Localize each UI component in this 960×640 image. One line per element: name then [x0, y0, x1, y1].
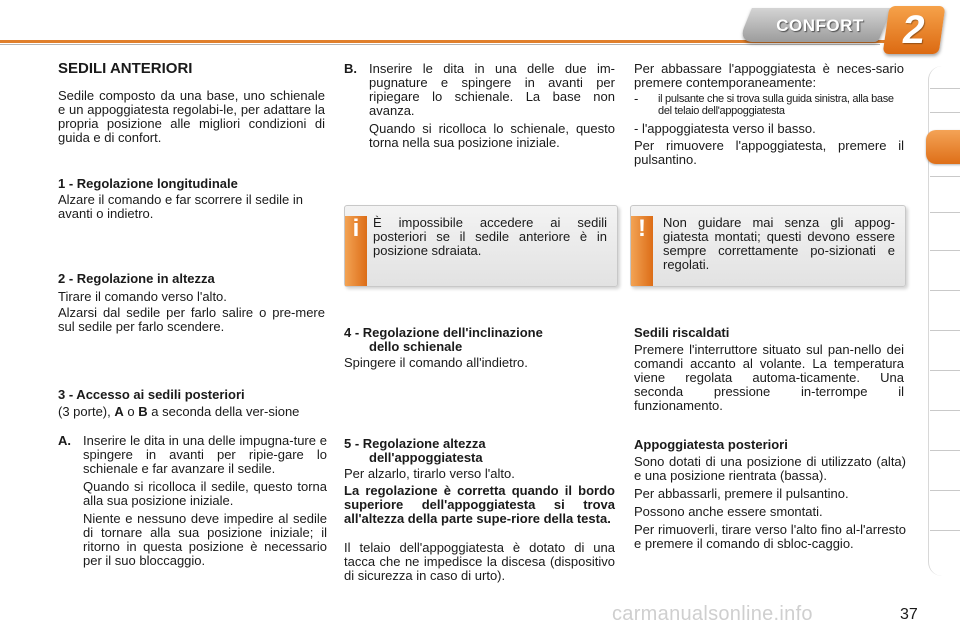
item5-text: Per alzarlo, tirarlo verso l'alto.	[344, 466, 515, 481]
rear-p4: Per rimuoverli, tirare verso l'alto fino al-l'arresto e premere il comando di sbloc-caggio.	[634, 522, 906, 551]
chapter-title: CONFORT	[776, 16, 864, 35]
chapter-tab-marker	[930, 370, 960, 371]
step-a-label: A.	[58, 433, 71, 448]
warning-callout-text: Non guidare mai senza gli appog-giatesta montati; questi devono essere sempre correttamente po-sizionati e regolati.	[663, 215, 895, 272]
bullet2: - l'appoggiatesta verso il basso.	[634, 121, 816, 136]
chapter-tab-marker	[930, 290, 960, 291]
step-b	[344, 62, 615, 150]
chapter-tab-marker	[930, 330, 960, 331]
warning-icon: !	[638, 215, 646, 242]
step-b-label: B.	[344, 61, 357, 76]
rear-p3: Possono anche essere smontati.	[634, 504, 823, 519]
item3-title: 3 - Accesso ai sedili posteriori	[58, 387, 245, 402]
bullet1-dash: -	[634, 91, 639, 106]
info-icon-bar	[345, 216, 367, 286]
remove-text: Per rimuovere l'appoggiatesta, premere il pulsantino.	[634, 138, 904, 167]
item5-title-line2: dell'appoggiatesta	[369, 450, 483, 465]
watermark: carmanualsonline.info	[612, 603, 813, 625]
info-icon: i	[352, 215, 360, 242]
chapter-tab-marker	[930, 250, 960, 251]
item5-text2: Il telaio dell'appoggiatesta è dotato di una tacca che ne impedisce la discesa (dispositivo di sicurezza in caso di urto).	[344, 540, 615, 583]
chapter-tab-marker	[930, 530, 960, 531]
item2-text2: Alzarsi dal sedile per farlo salire o pre-mere sul sedile per farlo scendere.	[58, 305, 325, 334]
item4-title-line2: dello schienale	[369, 339, 463, 354]
item3-intro-text: (3 porte),	[58, 404, 111, 419]
info-callout-text: È impossibile accedere ai sedili posteriori se il sedile anteriore è in posizione sdraiata.	[373, 215, 607, 258]
rear-title: Appoggiatesta posteriori	[634, 437, 788, 452]
chapter-tab-marker	[930, 176, 960, 177]
item5-title	[344, 437, 615, 465]
left-column	[58, 62, 325, 76]
item5-bold-note: La regolazione è corretta quando il bordo superiore dell'appoggiatesta si trova all'altezza della parte supe-riore della testa.	[344, 483, 615, 526]
info-callout	[344, 205, 618, 287]
step-a-p3: Niente e nessuno deve impedire al sedile di tornare alla sua posizione iniziale; il ritorno in questa posizione è necessario per il suo bloccaggio.	[83, 511, 327, 568]
chapter-number-badge: 2	[883, 6, 946, 54]
intro-paragraph: Sedile composto da una base, uno schienale e un appoggiatesta regolabi-le, per adattare la propria posizione alle migliori condizioni di guida e di confort.	[58, 88, 325, 145]
chapter-tab-active	[926, 130, 960, 164]
step-b-p2: Quando si ricolloca lo schienale, questo torna nella sua posizione iniziale.	[369, 121, 615, 150]
header-grey-rule	[0, 44, 880, 45]
step-a-p2: Quando si ricolloca il sedile, questo torna alla sua posizione iniziale.	[83, 479, 327, 508]
step-a	[58, 434, 327, 568]
item5-title-line1: 5 - Regolazione altezza	[344, 436, 486, 451]
lower-intro: Per abbassare l'appoggiatesta è neces-sario premere contemporaneamente:	[634, 61, 904, 90]
item2-title: 2 - Regolazione in altezza	[58, 271, 215, 286]
item2-text1: Tirare il comando verso l'alto.	[58, 289, 227, 304]
item3-intro-rest: a seconda della ver-sione	[151, 404, 300, 419]
item1-text: Alzare il comando e far scorrere il sedile in avanti o indietro.	[58, 192, 303, 221]
rear-p2: Per abbassarli, premere il pulsantino.	[634, 486, 849, 501]
item1-title: 1 - Regolazione longitudinale	[58, 176, 238, 191]
chapter-tab-marker	[930, 450, 960, 451]
section-title: SEDILI ANTERIORI	[58, 60, 193, 77]
item3-intro-a: A	[114, 404, 124, 419]
step-b-p1: Inserire le dita in una delle due im-pugnature e spingere in avanti per ripiegare lo schienale. La base non avanza.	[369, 61, 615, 118]
item3-intro-or: o	[127, 404, 135, 419]
chapter-tab-marker	[930, 410, 960, 411]
warning-icon-bar	[631, 216, 653, 286]
rear-headrests-text	[634, 455, 906, 551]
item4-text: Spingere il comando all'indietro.	[344, 355, 528, 370]
bullet1-text: il pulsante che si trova sulla guida sinistra, alla base del telaio dell'appoggiatesta	[658, 93, 894, 117]
rear-p1: Sono dotati di una posizione di utilizzato (alta) e una posizione rientrata (bassa).	[634, 454, 906, 483]
page-number: 37	[900, 606, 918, 623]
warning-callout	[630, 205, 906, 287]
page-header	[0, 0, 960, 58]
item3-intro	[58, 405, 325, 419]
item4-title	[344, 326, 615, 354]
chapter-tab-marker	[930, 112, 960, 113]
bullet1	[634, 93, 906, 117]
heated-title: Sedili riscaldati	[634, 325, 730, 340]
step-a-p1: Inserire le dita in una delle impugna-ture e spingere in avanti per ripie-gare lo schienale e far avanzare il sedile.	[83, 433, 327, 476]
chapter-tab-marker	[930, 490, 960, 491]
item4-title-line1: 4 - Regolazione dell'inclinazione	[344, 325, 543, 340]
item3-intro-b: B	[138, 404, 148, 419]
chapter-tab-marker	[930, 88, 960, 89]
heated-text: Premere l'interruttore situato sul pan-nello dei comandi accanto al volante. La temperatura viene regolata automa-ticamente. Una seconda pressione in-terrompe il funzionamento.	[634, 342, 904, 413]
chapter-tab-marker	[930, 212, 960, 213]
